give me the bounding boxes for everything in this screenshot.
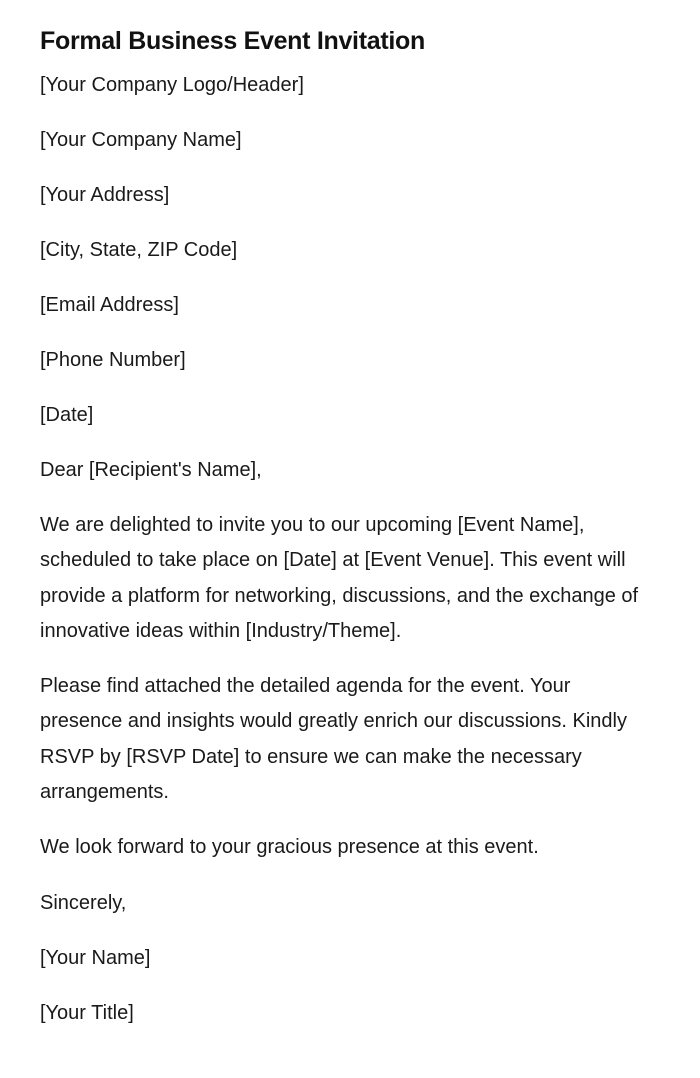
body-paragraph-closing-remark: We look forward to your gracious presence at this event. [40,836,539,859]
city-state-zip-line: [City, State, ZIP Code] [40,239,238,261]
address-line: [Your Address] [40,184,170,206]
company-logo-header-line: [Your Company Logo/Header] [40,74,304,96]
body-paragraph-agenda-rsvp: Please find attached the detailed agenda for the event. Your presence and insights would greatly enrich our discussions. Kindly RSVP by [RSVP Date] to ensure we can make the necessary arrangements. [40,675,627,804]
signature-title: [Your Title] [40,1001,134,1024]
phone-number-line: [Phone Number] [40,349,186,371]
email-address-line: [Email Address] [40,294,179,316]
body-paragraph-invitation: We are delighted to invite you to our upcoming [Event Name], scheduled to take place on [Date] at [Event Venue]. This event will provide a platform for networking, discussions, and the exchange of innovative ideas within [Industry/Theme]. [40,514,639,642]
closing: Sincerely, [40,891,127,914]
document-title: Formal Business Event Invitation [40,27,425,55]
signature-name: [Your Name] [40,946,151,969]
salutation: Dear [Recipient's Name], [40,459,262,481]
company-name-line: [Your Company Name] [40,129,242,151]
date-line: [Date] [40,404,94,426]
